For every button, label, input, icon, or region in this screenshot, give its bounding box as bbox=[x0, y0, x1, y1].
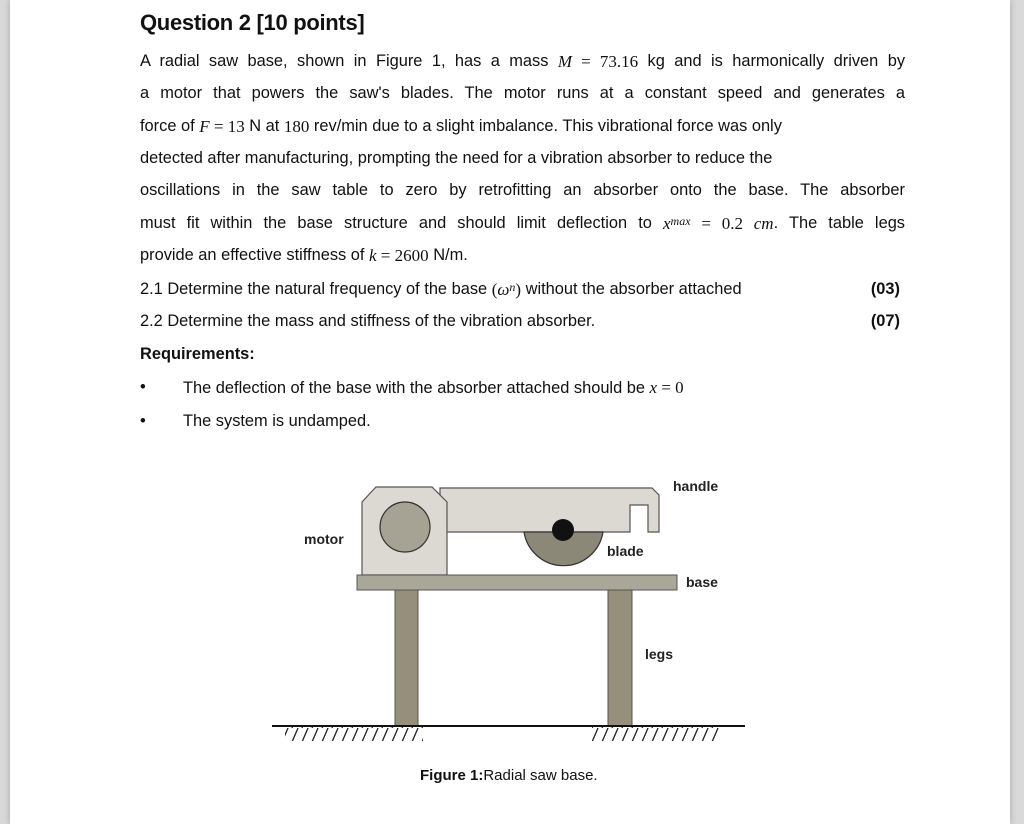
left-leg bbox=[395, 590, 418, 726]
math-value: = 0 bbox=[657, 378, 684, 397]
math-value: = 2600 bbox=[376, 245, 429, 265]
motor-rotor bbox=[380, 502, 430, 552]
text-run: The system is undamped. bbox=[183, 412, 371, 430]
bullet-icon: • bbox=[140, 412, 146, 430]
question-title: Question 2 [10 points] bbox=[140, 10, 365, 35]
bullet-icon: • bbox=[140, 378, 146, 396]
text-run: without the absorber attached bbox=[521, 280, 742, 298]
math-symbol: cm bbox=[753, 213, 774, 233]
math-symbol: x bbox=[649, 378, 658, 397]
text-run: A radial saw base, shown in Figure 1, has a mass bbox=[140, 52, 558, 70]
document-page bbox=[10, 0, 1010, 824]
saw-arm-handle bbox=[440, 488, 659, 532]
right-leg bbox=[608, 590, 632, 726]
question-marks: (07) bbox=[870, 312, 900, 330]
math-symbol: F bbox=[199, 116, 210, 136]
math-value: 180 bbox=[283, 116, 310, 136]
label-handle: handle bbox=[673, 478, 719, 494]
text-run: . The table legs bbox=[773, 213, 906, 232]
figure-caption bbox=[420, 767, 598, 784]
radial-saw-figure bbox=[10, 0, 1010, 824]
math-subscript: n bbox=[509, 280, 516, 294]
math-value: ( bbox=[491, 280, 498, 299]
requirements-heading: Requirements: bbox=[140, 345, 255, 363]
label-legs: legs bbox=[645, 646, 674, 662]
text-run: The deflection of the base with the absorber attached should be bbox=[183, 379, 650, 397]
text-run: 2.1 Determine the natural frequency of the base bbox=[140, 280, 492, 298]
math-symbol: k bbox=[369, 245, 377, 265]
math-subscript: max bbox=[670, 213, 691, 228]
label-blade: blade bbox=[607, 543, 644, 559]
text-run: 2.2 Determine the mass and stiffness of the vibration absorber. bbox=[140, 312, 596, 330]
math-value: = 0.2 bbox=[690, 213, 754, 233]
math-symbol: M bbox=[557, 52, 573, 71]
label-base: base bbox=[686, 574, 718, 590]
caption-text: Radial saw base. bbox=[483, 767, 598, 784]
math-value: ) bbox=[515, 280, 522, 299]
math-symbol: x bbox=[662, 213, 671, 233]
math-value: = 73.16 bbox=[572, 52, 639, 71]
text-run: kg and is harmonically driven by bbox=[638, 52, 906, 70]
text-run: oscillations in the saw table to zero by retrofitting an absorber onto the base. The absorber bbox=[140, 181, 905, 200]
math-symbol: ω bbox=[497, 280, 510, 299]
text-run: rev/min due to a slight imbalance. This vibrational force was only bbox=[309, 116, 782, 135]
math-value: = 13 bbox=[209, 116, 245, 136]
text-run: detected after manufacturing, prompting the need for a vibration absorber to reduce the bbox=[140, 148, 773, 167]
label-motor: motor bbox=[304, 531, 344, 547]
text-run: provide an effective stiffness of bbox=[140, 245, 369, 264]
ground-hatch-right bbox=[592, 727, 720, 741]
caption-label: Figure 1: bbox=[420, 767, 484, 784]
text-run: a motor that powers the saw's blades. The motor runs at a constant speed and generates a bbox=[140, 84, 905, 103]
question-marks: (03) bbox=[870, 280, 900, 298]
base-plate bbox=[357, 575, 677, 590]
text-run: force of bbox=[140, 116, 200, 135]
ground-hatch-left bbox=[285, 727, 423, 741]
blade-hub bbox=[552, 519, 574, 541]
text-run: N at bbox=[244, 116, 284, 135]
text-run: must fit within the base structure and should limit deflection to bbox=[140, 213, 663, 232]
text-run: N/m. bbox=[428, 245, 468, 264]
